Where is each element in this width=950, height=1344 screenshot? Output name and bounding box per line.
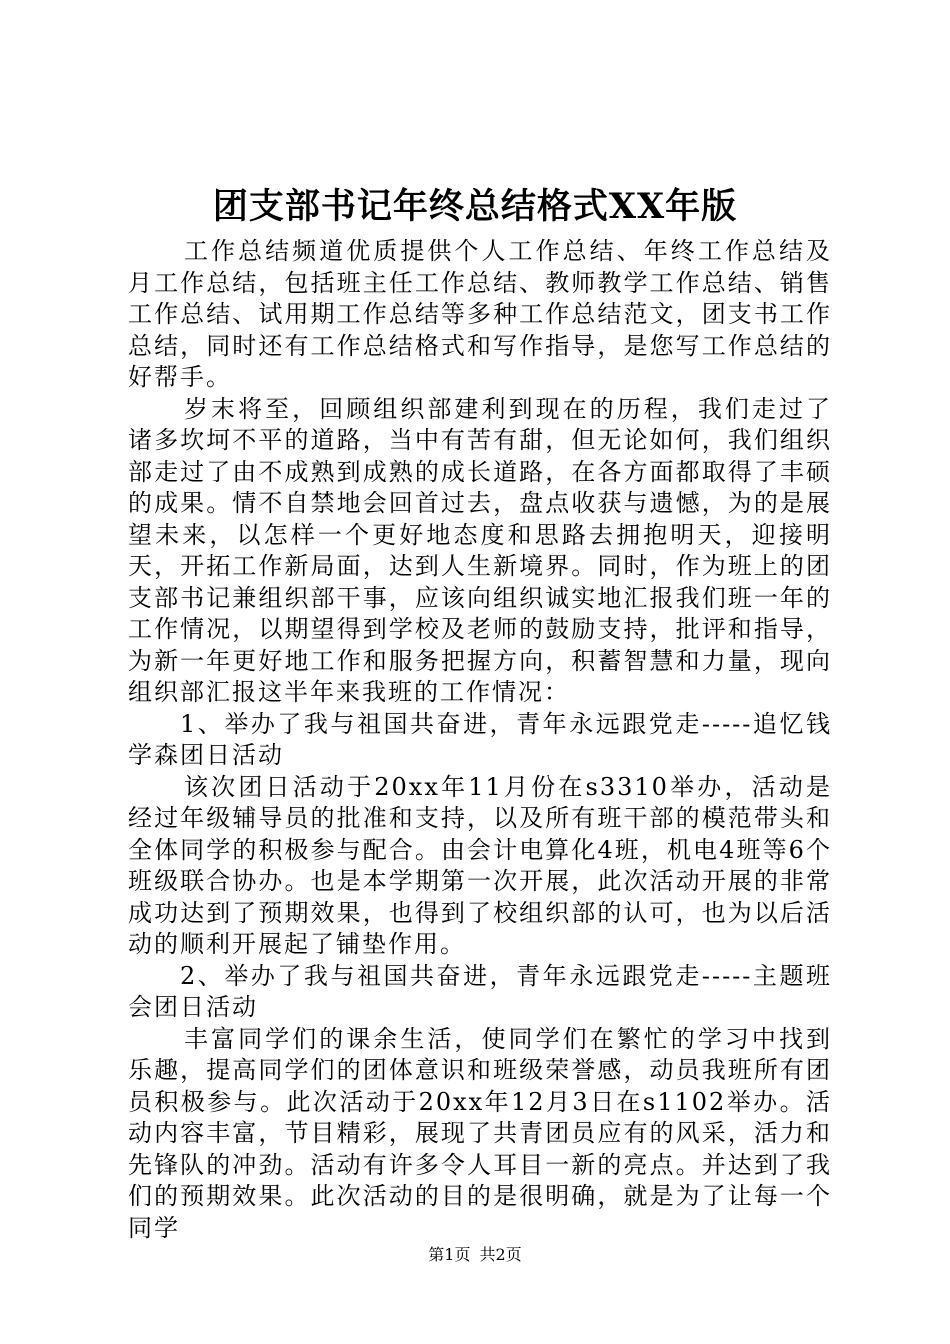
page-footer: [0, 1244, 950, 1266]
document-body: [128, 236, 832, 1244]
paragraph-activity-1: 该次团日活动于20xx年11月份在s3310举办，活动是经过年级辅导员的批准和支持，以及所有班干部的模范带头和全体同学的积极参与配合。由会计电算化4班，机电4班等6个班级联合协办。也是本学期第一次开展，此次活动开展的非常成功达到了预期效果，也得到了校组织部的认可，也为以后活动的顺利开展起了铺垫作用。: [128, 772, 832, 958]
paragraph-intro: 工作总结频道优质提供个人工作总结、年终工作总结及月工作总结，包括班主任工作总结、教师教学工作总结、销售工作总结、试用期工作总结等多种工作总结范文，团支书工作总结，同时还有工作总结格式和写作指导，是您写工作总结的好帮手。: [128, 237, 832, 391]
paragraph-heading-2: 2、举办了我与祖国共奋进，青年永远跟党走-----主题班会团日活动: [128, 961, 832, 1021]
paragraph-activity-2: 丰富同学们的课余生活，使同学们在繁忙的学习中找到乐趣，提高同学们的团体意识和班级荣誉感，动员我班所有团员积极参与。此次活动于20xx年12月3日在s1102举办。活动内容丰富，节目精彩，展现了共青团员应有的风采，活力和先锋队的冲劲。活动有许多令人耳目一新的亮点。并达到了我们的预期效果。此次活动的目的是很明确，就是为了让每一个同学: [128, 1024, 832, 1242]
page-number-current: 第1页: [428, 1245, 471, 1264]
paragraph-heading-1: 1、举办了我与祖国共奋进，青年永远跟党走-----追忆钱学森团日活动: [128, 709, 832, 769]
paragraph-review: 岁末将至，回顾组织部建利到现在的历程，我们走过了诸多坎坷不平的道路，当中有苦有甜，但无论如何，我们组织部走过了由不成熟到成熟的成长道路，在各方面都取得了丰硕的成果。情不自禁地会回首过去，盘点收获与遗憾，为的是展望未来，以怎样一个更好地态度和思路去拥抱明天，迎接明天，开拓工作新局面，达到人生新境界。同时，作为班上的团支部书记兼组织部干事，应该向组织诚实地汇报我们班一年的工作情况，以期望得到学校及老师的鼓励支持，批评和指导，为新一年更好地工作和服务把握方向，积蓄智慧和力量，现向组织部汇报这半年来我班的工作情况：: [128, 394, 832, 706]
document-title: 团支部书记年终总结格式XX年版: [212, 186, 738, 227]
page-number-total: 共2页: [479, 1245, 522, 1264]
